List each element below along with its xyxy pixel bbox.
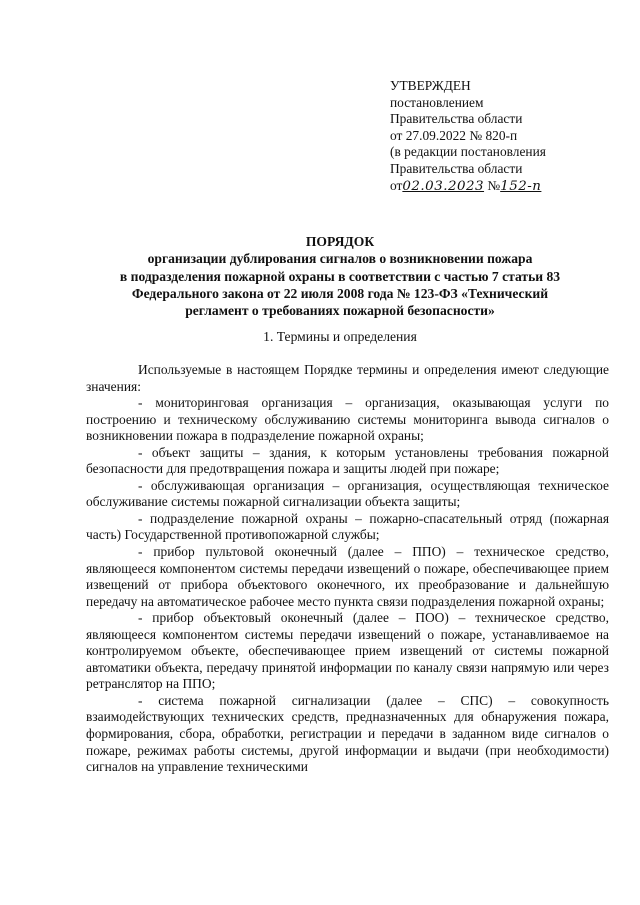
handwritten-number: 152-п [500,178,542,194]
title-line: Федерального закона от 22 июля 2008 года № 123-ФЗ «Технический [131,285,549,301]
approval-line: от 27.09.2022 № 820-п [390,127,518,143]
approval-title: УТВЕРЖДЕН [390,78,471,93]
paragraph: Используемые в настоящем Порядке термины и определения имеют следующие значения: [86,362,609,394]
approval-line: Правительства области [390,111,523,127]
title-line: в подразделения пожарной охраны в соответствии с частью 7 статьи 83 [119,268,561,284]
paragraph: - подразделение пожарной охраны – пожарно-спасательный отряд (пожарная часть) Государственной противопожарной службы; [86,510,609,543]
paragraph: - прибор объектовый оконечный (далее – ПОО) – техническое средство, являющееся компонентом системы передачи извещений о пожаре, устанавливаемое на контролируемом объекте, обеспечивающее прием извещений от системы пожарной автоматики объекта, передачу принятой информации по каналу связи напрямую или через ретранслятор на ППО; [86,610,609,692]
title-line: регламент о требованиях пожарной безопасности» [185,303,495,319]
handwritten-date: 02.03.2023 [402,178,485,194]
paragraph: - прибор пультовой оконечный (далее – ППО) – техническое средство, являющееся компонентом системы передачи извещений о пожаре, обеспечивающее прием извещений от прибора объектового оконечного, их преобразование и дальнейшую передачу на автоматическое рабочее место пункта связи подразделения пожарной охраны; [86,544,609,609]
approval-stamp [390,78,630,195]
title-line: организации дублирования сигналов о возникновении пожара [147,251,533,267]
approval-line: постановлением [390,94,484,110]
number-sign: № [487,177,501,193]
paragraph: - обслуживающая организация – организация, осуществляющая техническое обслуживание системы пожарной сигнализации объекта защиты; [86,477,609,510]
approval-revision-line [390,178,630,196]
title-heading: ПОРЯДОК [305,234,375,249]
approval-line: Правительства области [390,160,523,176]
section-heading: 1. Термины и определения [263,329,417,344]
approval-prefix: от [390,177,403,193]
paragraph: - мониторинговая организация – организация, оказывающая услуги по построению и техническому обслуживанию системы мониторинга вывода сигналов о возникновении пожара в подразделение пожарной охраны; [86,395,609,444]
paragraph: - объект защиты – здания, к которым установлены требования пожарной безопасности для предотвращения пожара и защиты людей при пожаре; [86,444,609,477]
approval-line: (в редакции постановления [390,144,546,160]
body-text [86,362,609,776]
document-title [40,233,640,319]
paragraph: - система пожарной сигнализации (далее – СПС) – совокупность взаимодействующих технических средств, предназначенных для обнаружения пожара, формирования, сбора, обработки, регистрации и передачи в заданном виде сигналов о пожаре, режимах работы системы, другой информации и выдачи (при необходимости) сигналов на управление техническими [86,692,609,775]
